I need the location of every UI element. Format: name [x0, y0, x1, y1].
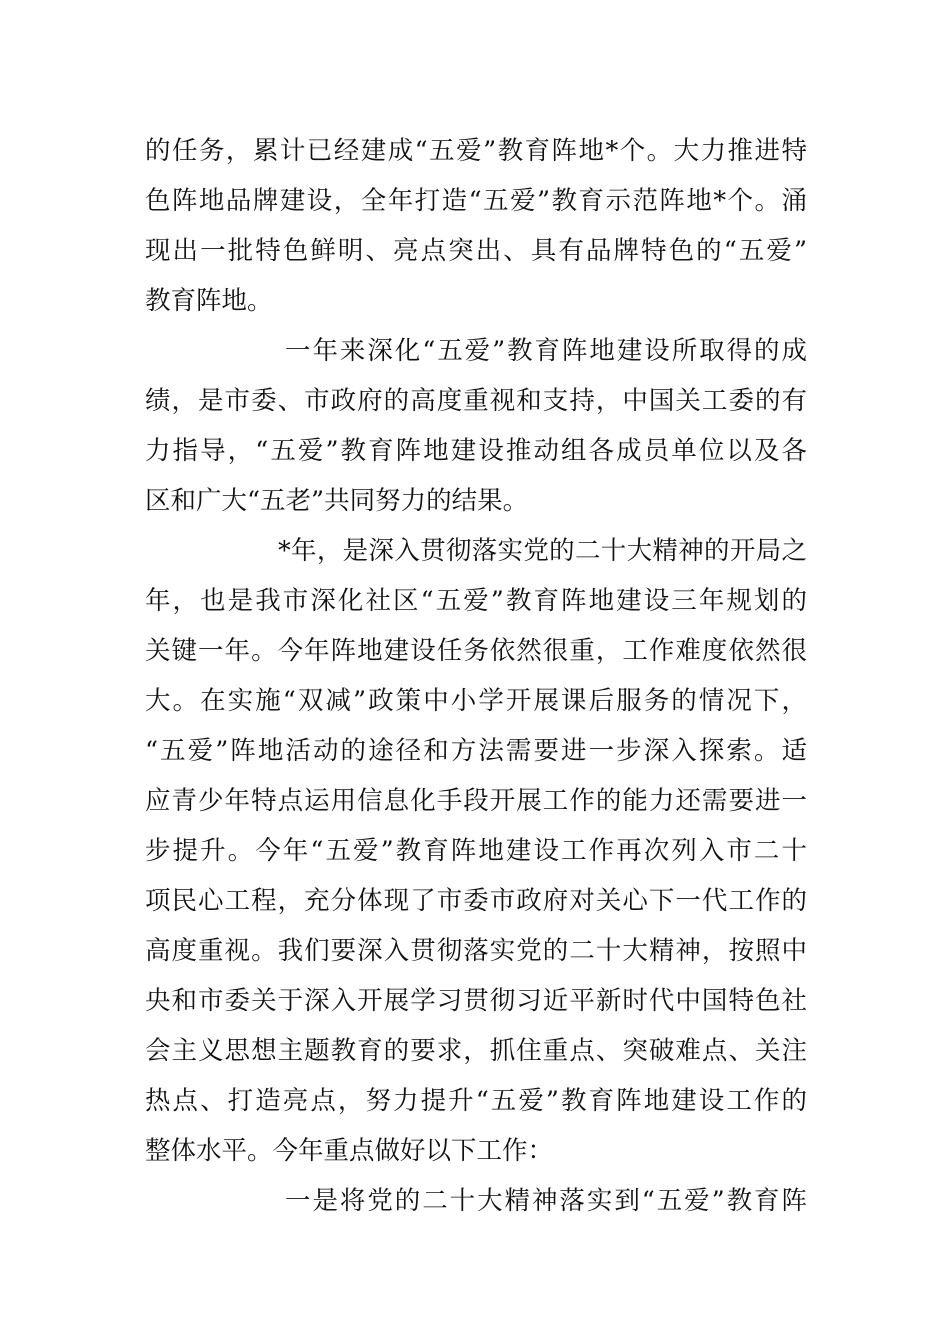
body-text-line: 整体水平。今年重点做好以下工作：: [145, 1136, 554, 1166]
body-text-line: 大。在实施“双减”政策中小学开展课后服务的情况下，: [145, 686, 807, 716]
paragraph-first-line: 一年来深化“五爱”教育阵地建设所取得的成: [285, 336, 807, 366]
body-text-line: 绩，是市委、市政府的高度重视和支持，中国关工委的有: [145, 386, 807, 416]
paragraph-first-line: *年，是深入贯彻落实党的二十大精神的开局之: [278, 536, 807, 566]
body-text-line: 现出一批特色鲜明、亮点突出、具有品牌特色的“五爱”: [145, 236, 807, 266]
body-text-line: 应青少年特点运用信息化手段开展工作的能力还需要进一: [145, 786, 807, 816]
body-text-line: 色阵地品牌建设，全年打造“五爱”教育示范阵地*个。涌: [145, 186, 807, 216]
paragraph-first-line: 一是将党的二十大精神落实到“五爱”教育阵: [285, 1186, 807, 1216]
body-text-line: 热点、打造亮点，努力提升“五爱”教育阵地建设工作的: [145, 1086, 807, 1116]
body-text-line: 教育阵地。: [145, 286, 273, 316]
body-text-line: 步提升。今年“五爱”教育阵地建设工作再次列入市二十: [145, 836, 807, 866]
body-text-line: 力指导，“五爱”教育阵地建设推动组各成员单位以及各: [145, 436, 807, 466]
body-text-line: 会主义思想主题教育的要求，抓住重点、突破难点、关注: [145, 1036, 807, 1066]
body-text-line: “五爱”阵地活动的途径和方法需要进一步深入探索。适: [145, 736, 807, 766]
body-text-line: 的任务，累计已经建成“五爱”教育阵地*个。大力推进特: [145, 136, 807, 166]
body-text-line: 高度重视。我们要深入贯彻落实党的二十大精神，按照中: [145, 936, 807, 966]
body-text-line: 项民心工程，充分体现了市委市政府对关心下一代工作的: [145, 886, 807, 916]
body-text-line: 年，也是我市深化社区“五爱”教育阵地建设三年规划的: [145, 586, 807, 616]
body-text-line: 区和广大“五老”共同努力的结果。: [145, 486, 529, 516]
body-text-line: 央和市委关于深入开展学习贯彻习近平新时代中国特色社: [145, 986, 807, 1016]
body-text-line: 关键一年。今年阵地建设任务依然很重，工作难度依然很: [145, 636, 807, 666]
